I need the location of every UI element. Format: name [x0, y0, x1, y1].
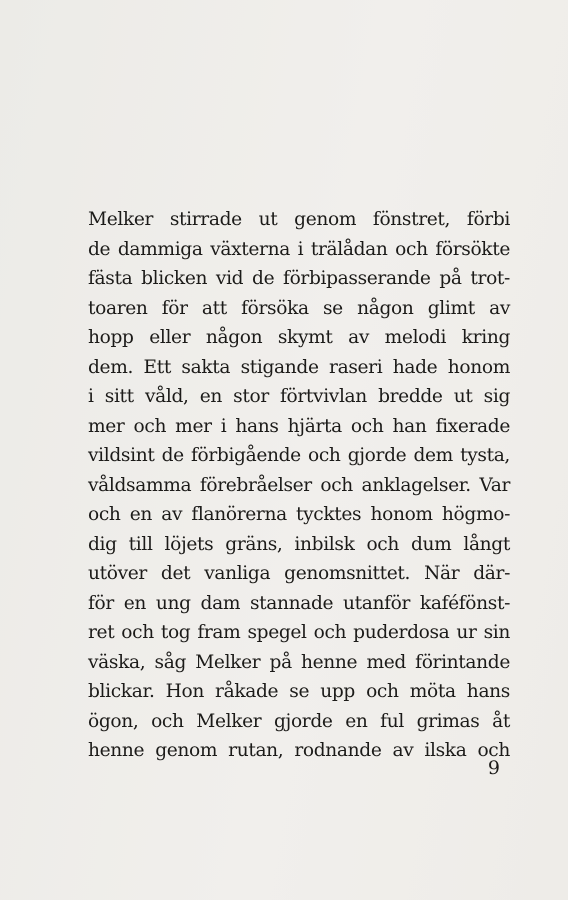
text-line: dig till löjets gräns, inbilsk och dum långt [88, 533, 510, 555]
text-line: väska, såg Melker på henne med förintande [88, 651, 510, 673]
text-line: ret och tog fram spegel och puderdosa ur sin [88, 622, 510, 643]
text-line: utöver det vanliga genomsnittet. När där- [88, 563, 510, 584]
text-line: i sitt våld, en stor förtvivlan bredde ut sig [88, 386, 510, 407]
page-number: 9 [487, 757, 500, 779]
text-line: blickar. Hon råkade se upp och möta hans [88, 681, 510, 702]
text-line: fästa blicken vid de förbipasserande på trot- [88, 268, 510, 289]
text-line: toaren för att försöka se någon glimt av [88, 297, 510, 319]
text-line: dem. Ett sakta stigande raseri hade honom [88, 356, 510, 378]
text-line: de dammiga växterna i trälådan och försökte [88, 238, 510, 260]
text-line: Melker stirrade ut genom fönstret, förbi [88, 209, 510, 230]
body-text [88, 205, 510, 766]
text-line: henne genom rutan, rodnande av ilska och [88, 740, 510, 761]
text-line: vildsint de förbigående och gjorde dem tysta, [88, 445, 510, 466]
text-line: våldsamma förebråelser och anklagelser. Var [88, 474, 510, 496]
text-line: och en av flanörerna tycktes honom högmo- [88, 504, 510, 525]
text-line: ögon, och Melker gjorde en ful grimas åt [88, 710, 510, 732]
text-line: för en ung dam stannade utanför kaféfönst- [88, 592, 510, 614]
text-line: hopp eller någon skymt av melodi kring [88, 327, 510, 348]
text-line: mer och mer i hans hjärta och han fixerade [88, 415, 510, 437]
